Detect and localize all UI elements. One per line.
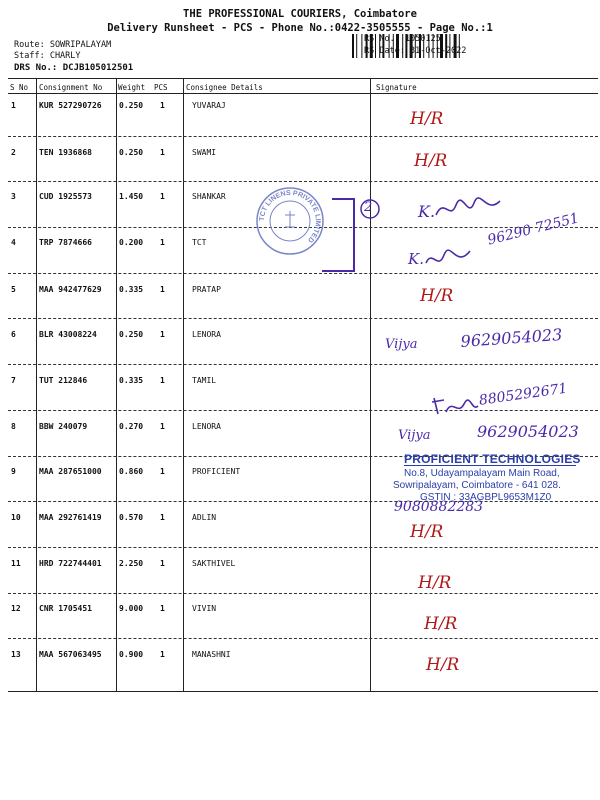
row-divider <box>8 181 598 182</box>
cell-weight: 0.335 <box>119 285 144 294</box>
signature-row-6: Vijya <box>385 337 418 352</box>
col-header-consignee: Consignee Details <box>186 83 263 92</box>
signature-row-1: H/R <box>410 109 444 129</box>
cell-consignee: YUVARAJ <box>192 101 226 110</box>
signature-row-10: H/R <box>410 522 444 542</box>
cell-consignment-no: MAA 567063495 <box>39 650 102 659</box>
cell-consignment-no: BBW 240079 <box>39 422 88 431</box>
cell-weight: 0.900 <box>119 650 144 659</box>
cell-weight: 0.250 <box>119 148 144 157</box>
cell-consignment-no: CUD 1925573 <box>39 192 92 201</box>
cell-consignment-no: TEN 1936868 <box>39 148 92 157</box>
cell-weight: 0.270 <box>119 422 144 431</box>
bracket-mark <box>318 193 388 278</box>
stamp-address-line2: Sowripalayam, Coimbatore - 641 028. <box>393 480 561 491</box>
cell-pcs: 1 <box>160 192 165 201</box>
signature-row-12: H/R <box>424 614 458 634</box>
row-divider <box>8 638 598 639</box>
cell-pcs: 1 <box>160 238 165 247</box>
svg-text:TCT LINENS PRIVATE LIMITED: TCT LINENS PRIVATE LIMITED <box>258 189 322 244</box>
cell-pcs: 1 <box>160 376 165 385</box>
cell-sno: 2 <box>11 148 16 157</box>
cell-pcs: 1 <box>160 559 165 568</box>
cell-consignment-no: HRD 722744401 <box>39 559 102 568</box>
cell-pcs: 1 <box>160 101 165 110</box>
row-divider <box>8 364 598 365</box>
barcode-bar <box>356 34 357 58</box>
table-top-rule <box>8 78 598 79</box>
signature-row-4: K. <box>408 250 424 268</box>
table-header-rule <box>8 93 598 94</box>
row-divider <box>8 318 598 319</box>
stamp-company-name: PROFICIENT TECHNOLOGIES <box>404 452 581 466</box>
cell-consignee: PROFICIENT <box>192 467 241 476</box>
cell-sno: 4 <box>11 238 16 247</box>
row-divider <box>8 691 598 692</box>
phone-row-4: 96290 72551 <box>486 210 581 249</box>
cell-consignee: TCT <box>192 238 207 247</box>
cell-weight: 1.450 <box>119 192 144 201</box>
signature-scribble <box>424 245 474 273</box>
col-header-pcs: PCS <box>154 83 168 92</box>
cell-consignment-no: KUR 527290726 <box>39 101 102 110</box>
rs-date: RS Date: 31-Oct-2022 <box>364 46 467 56</box>
cell-consignee: LENORA <box>192 330 221 339</box>
cell-pcs: 1 <box>160 148 165 157</box>
cell-sno: 13 <box>11 650 21 659</box>
cell-pcs: 1 <box>160 467 165 476</box>
stamp-gstin: GSTIN : 33AGBPL9653M1Z0 <box>420 492 552 503</box>
cell-weight: 0.860 <box>119 467 144 476</box>
cell-consignment-no: BLR 43008224 <box>39 330 97 339</box>
phone-row-8a: 8805292671 <box>478 380 569 409</box>
column-divider <box>116 79 117 691</box>
bracket-number: 2 <box>364 200 373 215</box>
signature-row-5: H/R <box>420 286 454 306</box>
staff-label: Staff: CHARLY <box>14 51 81 61</box>
cell-weight: 0.200 <box>119 238 144 247</box>
cell-consignee: VIVIN <box>192 604 217 613</box>
cell-sno: 12 <box>11 604 21 613</box>
cell-sno: 9 <box>11 467 16 476</box>
cell-pcs: 1 <box>160 650 165 659</box>
cell-consignee: LENORA <box>192 422 221 431</box>
cell-sno: 5 <box>11 285 16 294</box>
cell-consignment-no: TRP 7874666 <box>39 238 92 247</box>
signature-row-2: H/R <box>414 151 448 171</box>
col-header-weight: Weight <box>118 83 146 92</box>
cell-consignment-no: MAA 287651000 <box>39 467 102 476</box>
cell-consignee: MANASHNI <box>192 650 231 659</box>
cell-weight: 2.250 <box>119 559 144 568</box>
cell-sno: 11 <box>11 559 21 568</box>
cell-pcs: 1 <box>160 285 165 294</box>
row-divider <box>8 136 598 137</box>
signature-row-8: Vijya <box>398 428 431 443</box>
cell-pcs: 1 <box>160 604 165 613</box>
row-divider <box>8 273 598 274</box>
cell-consignee: PRATAP <box>192 285 221 294</box>
cell-weight: 0.250 <box>119 330 144 339</box>
cell-consignment-no: MAA 942477629 <box>39 285 102 294</box>
signature-scribble <box>430 394 480 418</box>
row-divider <box>8 593 598 594</box>
cell-pcs: 1 <box>160 422 165 431</box>
col-header-signature: Signature <box>376 83 417 92</box>
cell-consignee: TAMIL <box>192 376 217 385</box>
cell-consignee: SHANKAR <box>192 192 226 201</box>
phone-row-9: 9080882283 <box>394 499 484 515</box>
cell-weight: 0.250 <box>119 101 144 110</box>
cell-sno: 1 <box>11 101 16 110</box>
signature-row-13: H/R <box>426 655 460 675</box>
column-divider <box>370 79 371 691</box>
signature-row-3: K. <box>418 202 436 221</box>
cell-weight: 0.570 <box>119 513 144 522</box>
cell-sno: 6 <box>11 330 16 339</box>
row-divider <box>8 547 598 548</box>
cell-pcs: 1 <box>160 330 165 339</box>
column-divider <box>36 79 37 691</box>
phone-row-8b: 9629054023 <box>477 422 579 441</box>
rs-number: RS No.: 1050125 <box>364 34 441 44</box>
round-seal-stamp <box>254 185 326 257</box>
signature-scribble <box>434 195 504 223</box>
cell-sno: 7 <box>11 376 16 385</box>
drs-number: DRS No.: DCJB105012501 <box>14 63 134 73</box>
cell-consignment-no: TUT 212846 <box>39 376 88 385</box>
row-divider <box>8 410 598 411</box>
column-divider <box>183 79 184 691</box>
cell-consignee: SAKTHIVEL <box>192 559 236 568</box>
cell-consignee: SWAMI <box>192 148 217 157</box>
stamp-address-line1: No.8, Udayampalayam Main Road, <box>404 468 560 479</box>
cell-consignment-no: CNR 1705451 <box>39 604 92 613</box>
runsheet-subtitle: Delivery Runsheet - PCS - Phone No.:0422-3505555 - Page No.:1 <box>107 22 493 34</box>
cell-pcs: 1 <box>160 513 165 522</box>
barcode-bar <box>361 34 362 58</box>
route-label: Route: SOWRIPALAYAM <box>14 40 112 50</box>
phone-row-6: 9629054023 <box>460 324 563 351</box>
col-header-sno: S No <box>10 83 29 92</box>
cell-sno: 10 <box>11 513 21 522</box>
cell-weight: 9.000 <box>119 604 144 613</box>
cell-consignment-no: MAA 292761419 <box>39 513 102 522</box>
cell-weight: 0.335 <box>119 376 144 385</box>
signature-row-11: H/R <box>418 573 452 593</box>
stamp-underline <box>404 465 576 466</box>
barcode-bar <box>352 34 354 58</box>
cell-sno: 8 <box>11 422 16 431</box>
runsheet-title: THE PROFESSIONAL COURIERS, Coimbatore <box>183 8 417 20</box>
cell-consignee: ADLIN <box>192 513 217 522</box>
col-header-consignment: Consignment No <box>39 83 103 92</box>
cell-sno: 3 <box>11 192 16 201</box>
